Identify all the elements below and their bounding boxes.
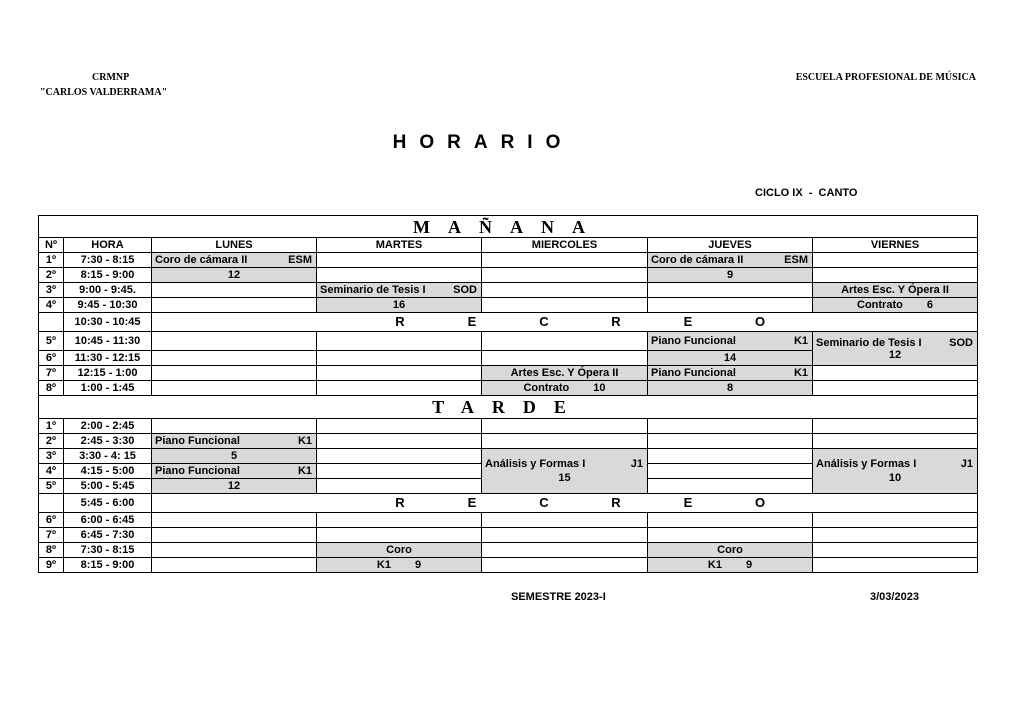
empty-cell [482, 558, 648, 573]
recess-letter: R [611, 494, 621, 510]
col-header-martes: MARTES [317, 238, 482, 253]
institution-name: "CARLOS VALDERRAMA" [40, 87, 168, 98]
class-code: J1 [960, 458, 973, 470]
empty-cell [317, 268, 482, 283]
empty-cell [152, 513, 317, 528]
empty-cell [482, 298, 648, 313]
period-number: 2º [39, 268, 64, 283]
period-time: 2:45 - 3:30 [64, 434, 152, 449]
period-number: 7º [39, 528, 64, 543]
morning-header: MAÑANA [39, 216, 978, 238]
class-code: K1 [793, 367, 808, 379]
empty-cell [482, 434, 648, 449]
class-name: Artes Esc. Y Ópera II [813, 283, 978, 298]
class-name: Piano Funcional [651, 335, 736, 347]
empty-cell [39, 494, 64, 513]
col-header-num: Nº [39, 238, 64, 253]
empty-cell [317, 332, 482, 351]
class-cell [317, 558, 482, 573]
class-cell [482, 449, 648, 494]
table-row [39, 449, 978, 464]
recess-label [152, 494, 978, 513]
recess-label [152, 313, 978, 332]
empty-cell [482, 543, 648, 558]
page-title: HORARIO [392, 132, 574, 153]
recess-letter: O [754, 494, 766, 510]
empty-cell [152, 558, 317, 573]
empty-cell [317, 513, 482, 528]
institution-acronym: CRMNP [92, 72, 130, 83]
class-cell [813, 298, 978, 313]
empty-cell [317, 351, 482, 366]
class-name: Análisis y Formas I [485, 458, 586, 470]
school-name: ESCUELA PROFESIONAL DE MÚSICA [795, 72, 976, 83]
period-time: 8:15 - 9:00 [64, 558, 152, 573]
empty-cell [648, 434, 813, 449]
class-room: 12 [152, 268, 317, 283]
period-time: 5:45 - 6:00 [64, 494, 152, 513]
empty-cell [317, 464, 482, 479]
class-room: 9 [414, 559, 422, 571]
table-row [39, 381, 978, 396]
class-name: Coro [648, 543, 813, 558]
empty-cell [648, 528, 813, 543]
class-code: K1 [297, 435, 312, 447]
period-time: 6:45 - 7:30 [64, 528, 152, 543]
class-name: Seminario de Tesis I [320, 284, 426, 296]
empty-cell [482, 283, 648, 298]
empty-cell [813, 253, 978, 268]
period-time: 8:15 - 9:00 [64, 268, 152, 283]
class-name: Coro de cámara II [155, 254, 248, 266]
empty-cell [648, 479, 813, 494]
table-row [39, 543, 978, 558]
recess-row [39, 494, 978, 513]
table-row [39, 332, 978, 351]
empty-cell [813, 543, 978, 558]
col-header-hora: HORA [64, 238, 152, 253]
class-cell [813, 332, 978, 366]
period-time: 2:00 - 2:45 [64, 419, 152, 434]
period-time: 9:45 - 10:30 [64, 298, 152, 313]
empty-cell [152, 381, 317, 396]
table-row [39, 366, 978, 381]
period-time: 7:30 - 8:15 [64, 543, 152, 558]
table-row [39, 434, 978, 449]
table-row [39, 528, 978, 543]
period-time: 4:15 - 5:00 [64, 464, 152, 479]
class-cell [648, 253, 813, 268]
empty-cell [152, 543, 317, 558]
recess-letter: R [395, 313, 405, 329]
empty-cell [317, 449, 482, 464]
table-row [39, 283, 978, 298]
empty-cell [813, 366, 978, 381]
period-number: 8º [39, 381, 64, 396]
period-number: 4º [39, 464, 64, 479]
class-code: ESM [288, 254, 312, 266]
period-number: 6º [39, 513, 64, 528]
col-header-lunes: LUNES [152, 238, 317, 253]
period-number: 7º [39, 366, 64, 381]
period-time: 6:00 - 6:45 [64, 513, 152, 528]
class-name: Piano Funcional [155, 465, 240, 477]
table-row [39, 268, 978, 283]
empty-cell [813, 419, 978, 434]
period-time: 12:15 - 1:00 [64, 366, 152, 381]
empty-cell [152, 298, 317, 313]
cycle-label: CICLO IX - CANTO [755, 187, 858, 199]
recess-letter: R [611, 313, 621, 329]
period-time: 7:30 - 8:15 [64, 253, 152, 268]
empty-cell [813, 268, 978, 283]
semester-label: SEMESTRE 2023-I [511, 591, 606, 603]
period-number: 9º [39, 558, 64, 573]
class-code: J1 [630, 458, 643, 470]
class-room: 15 [558, 472, 571, 484]
empty-cell [317, 419, 482, 434]
table-row [39, 298, 978, 313]
class-name: Artes Esc. Y Ópera II [482, 366, 648, 381]
empty-cell [482, 528, 648, 543]
empty-cell [482, 513, 648, 528]
table-row [39, 513, 978, 528]
period-number: 5º [39, 332, 64, 351]
class-cell [482, 381, 648, 396]
empty-cell [152, 419, 317, 434]
afternoon-header: TARDE [39, 396, 978, 419]
class-sub: Contrato [523, 382, 570, 394]
period-number: 1º [39, 419, 64, 434]
class-name: Análisis y Formas I [816, 458, 917, 470]
col-header-jueves: JUEVES [648, 238, 813, 253]
class-name: Piano Funcional [651, 367, 736, 379]
class-room: 16 [317, 298, 482, 313]
empty-cell [152, 528, 317, 543]
period-time: 3:30 - 4: 15 [64, 449, 152, 464]
empty-cell [648, 513, 813, 528]
class-name: Seminario de Tesis I [816, 336, 922, 349]
class-room: 14 [648, 351, 813, 366]
class-cell [152, 253, 317, 268]
recess-letter: R [395, 494, 405, 510]
empty-cell [317, 479, 482, 494]
class-code: K1 [793, 335, 808, 347]
class-room: 6 [926, 299, 933, 311]
class-cell [317, 283, 482, 298]
empty-cell [152, 366, 317, 381]
period-number: 3º [39, 283, 64, 298]
empty-cell [648, 283, 813, 298]
empty-cell [317, 253, 482, 268]
class-name: Piano Funcional [155, 435, 240, 447]
class-room: 10 [888, 472, 902, 484]
empty-cell [482, 268, 648, 283]
empty-cell [482, 253, 648, 268]
empty-cell [317, 366, 482, 381]
class-cell [152, 434, 317, 449]
column-header-row [39, 238, 978, 253]
empty-cell [648, 298, 813, 313]
class-code: SOD [453, 284, 477, 296]
empty-cell [317, 434, 482, 449]
col-header-miercoles: MIERCOLES [482, 238, 648, 253]
table-row [39, 253, 978, 268]
period-number: 4º [39, 298, 64, 313]
empty-cell [317, 381, 482, 396]
recess-letter: C [539, 313, 549, 329]
col-header-viernes: VIERNES [813, 238, 978, 253]
empty-cell [813, 513, 978, 528]
period-number: 1º [39, 253, 64, 268]
empty-cell [813, 528, 978, 543]
class-cell [648, 558, 813, 573]
table-row [39, 558, 978, 573]
recess-row [39, 313, 978, 332]
empty-cell [813, 558, 978, 573]
class-cell [648, 332, 813, 351]
class-cell [152, 464, 317, 479]
period-time: 11:30 - 12:15 [64, 351, 152, 366]
empty-cell [482, 351, 648, 366]
class-room: 9 [648, 268, 813, 283]
empty-cell [482, 332, 648, 351]
period-number: 3º [39, 449, 64, 464]
period-time: 1:00 - 1:45 [64, 381, 152, 396]
empty-cell [648, 419, 813, 434]
class-cell [813, 449, 978, 494]
empty-cell [152, 332, 317, 351]
class-room: 12 [888, 348, 902, 361]
class-code: K1 [376, 559, 391, 571]
class-code: ESM [784, 254, 808, 266]
class-room: 12 [152, 479, 317, 494]
class-cell [648, 366, 813, 381]
empty-cell [648, 449, 813, 464]
class-code: SOD [949, 336, 973, 349]
empty-cell [39, 313, 64, 332]
class-room: 5 [152, 449, 317, 464]
period-time: 10:45 - 11:30 [64, 332, 152, 351]
empty-cell [152, 283, 317, 298]
period-time: 5:00 - 5:45 [64, 479, 152, 494]
recess-letter: E [683, 313, 693, 329]
period-number: 2º [39, 434, 64, 449]
class-sub: Contrato [857, 299, 903, 311]
period-number: 5º [39, 479, 64, 494]
period-number: 8º [39, 543, 64, 558]
class-room: 10 [593, 382, 606, 394]
empty-cell [813, 381, 978, 396]
period-number: 6º [39, 351, 64, 366]
empty-cell [152, 351, 317, 366]
recess-letter: C [539, 494, 549, 510]
class-name: Coro de cámara II [651, 254, 744, 266]
table-row [39, 419, 978, 434]
empty-cell [317, 528, 482, 543]
class-room: 8 [648, 381, 813, 396]
class-room: 9 [745, 559, 753, 571]
date-label: 3/03/2023 [870, 591, 919, 603]
period-time: 10:30 - 10:45 [64, 313, 152, 332]
recess-letter: O [754, 313, 766, 329]
period-time: 9:00 - 9:45. [64, 283, 152, 298]
class-code: K1 [707, 559, 722, 571]
class-name: Coro [317, 543, 482, 558]
recess-letter: E [467, 313, 477, 329]
recess-letter: E [467, 494, 477, 510]
empty-cell [648, 464, 813, 479]
recess-letter: E [683, 494, 693, 510]
empty-cell [813, 434, 978, 449]
empty-cell [482, 419, 648, 434]
schedule-table [38, 215, 978, 573]
class-code: K1 [297, 465, 312, 477]
